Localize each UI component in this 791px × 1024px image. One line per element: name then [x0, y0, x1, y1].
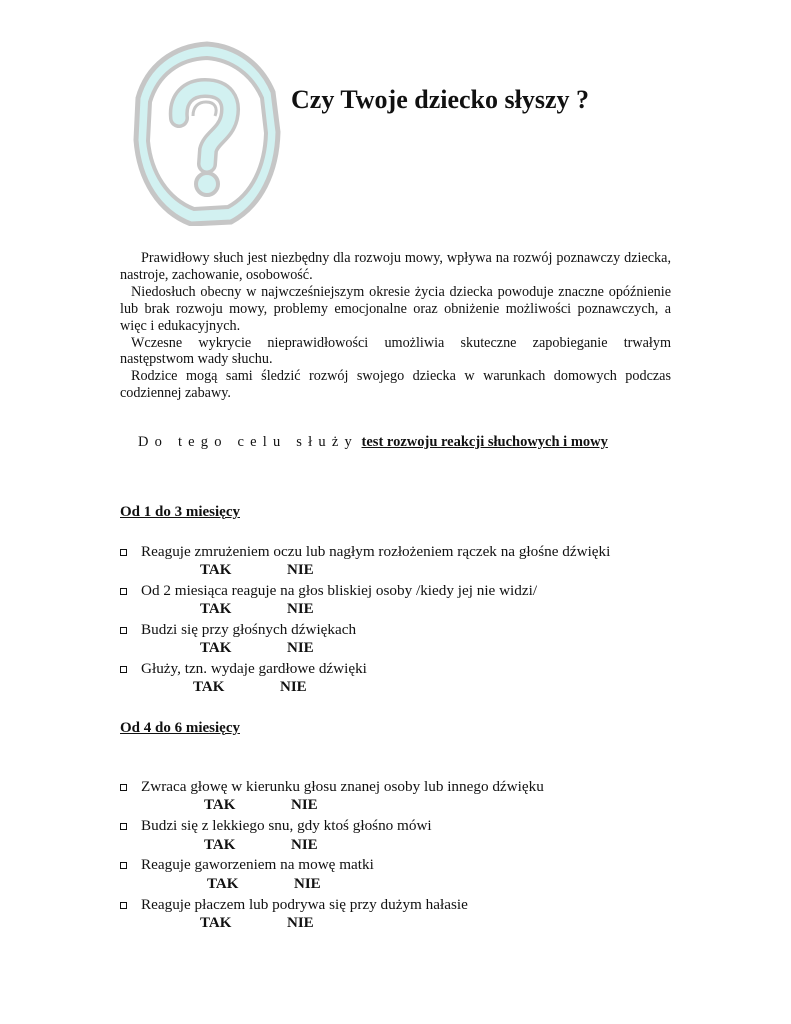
answer-no: NIE: [287, 640, 314, 656]
answer-yes: TAK: [204, 837, 236, 853]
answer-no: NIE: [294, 876, 321, 892]
item-text: Budzi się z lekkiego snu, gdy ktoś głośno mówi: [141, 817, 432, 834]
section-heading-1-3-months: Od 1 do 3 miesięcy: [120, 504, 240, 520]
test-title-link: test rozwoju reakcji słuchowych i mowy: [361, 434, 608, 450]
checkbox-bullet-icon: [120, 588, 127, 595]
checkbox-bullet-icon: [120, 666, 127, 673]
checkbox-bullet-icon: [120, 823, 127, 830]
answer-yes: TAK: [204, 797, 236, 813]
checkbox-bullet-icon: [120, 862, 127, 869]
answer-no: NIE: [280, 679, 307, 695]
intro-paragraph: Rodzice mogą sami śledzić rozwój swojego dziecka w warunkach domowych podczas codziennej zabawy.: [120, 368, 671, 402]
checkbox-bullet-icon: [120, 902, 127, 909]
answer-yes: TAK: [200, 601, 232, 617]
intro-text: [120, 250, 671, 402]
answer-yes: TAK: [207, 876, 239, 892]
item-text: Od 2 miesiąca reaguje na głos bliskiej osoby /kiedy jej nie widzi/: [141, 582, 538, 599]
question-mark-icon: [133, 40, 281, 226]
answer-yes: TAK: [200, 562, 232, 578]
intro-paragraph: Prawidłowy słuch jest niezbędny dla rozwoju mowy, wpływa na rozwój poznawczy dziecka, nastroje, zachowanie, osobowość.: [120, 250, 671, 283]
question-mark-logo: [133, 40, 281, 226]
item-text: Zwraca głowę w kierunku głosu znanej osoby lub innego dźwięku: [141, 778, 544, 795]
item-text: Reaguje zmrużeniem oczu lub nagłym rozłożeniem rączek na głośne dźwięki: [141, 543, 611, 560]
intro-paragraph: Wczesne wykrycie nieprawidłowości umożliwia skuteczne zapobieganie trwałym następstwom wady słuchu.: [120, 334, 671, 368]
answer-no: NIE: [287, 601, 314, 617]
checkbox-bullet-icon: [120, 627, 127, 634]
checkbox-bullet-icon: [120, 784, 127, 791]
page-title: Czy Twoje dziecko słyszy ?: [291, 85, 589, 114]
answer-no: NIE: [291, 837, 318, 853]
answer-yes: TAK: [200, 640, 232, 656]
answer-no: NIE: [291, 797, 318, 813]
intro-paragraph: Niedosłuch obecny w najwcześniejszym okresie życia dziecka powoduje znaczne opóźnienie lub brak rozwoju mowy, problemy emocjonalne oraz obniżenie możliwości poznawczych, a więc i edukacyjnych.: [120, 283, 671, 334]
answer-no: NIE: [287, 915, 314, 931]
item-text: Reaguje płaczem lub podrywa się przy dużym hałasie: [141, 896, 468, 913]
answer-yes: TAK: [200, 915, 232, 931]
item-text: Reaguje gaworzeniem na mowę matki: [141, 856, 374, 873]
purpose-prefix: Do tego celu służy: [138, 434, 358, 450]
test-purpose-line: [138, 434, 608, 451]
item-text: Budzi się przy głośnych dźwiękach: [141, 621, 357, 638]
answer-no: NIE: [287, 562, 314, 578]
answer-yes: TAK: [193, 679, 225, 695]
section-heading-4-6-months: Od 4 do 6 miesięcy: [120, 720, 240, 736]
checkbox-bullet-icon: [120, 549, 127, 556]
item-text: Głuży, tzn. wydaje gardłowe dźwięki: [141, 660, 367, 677]
